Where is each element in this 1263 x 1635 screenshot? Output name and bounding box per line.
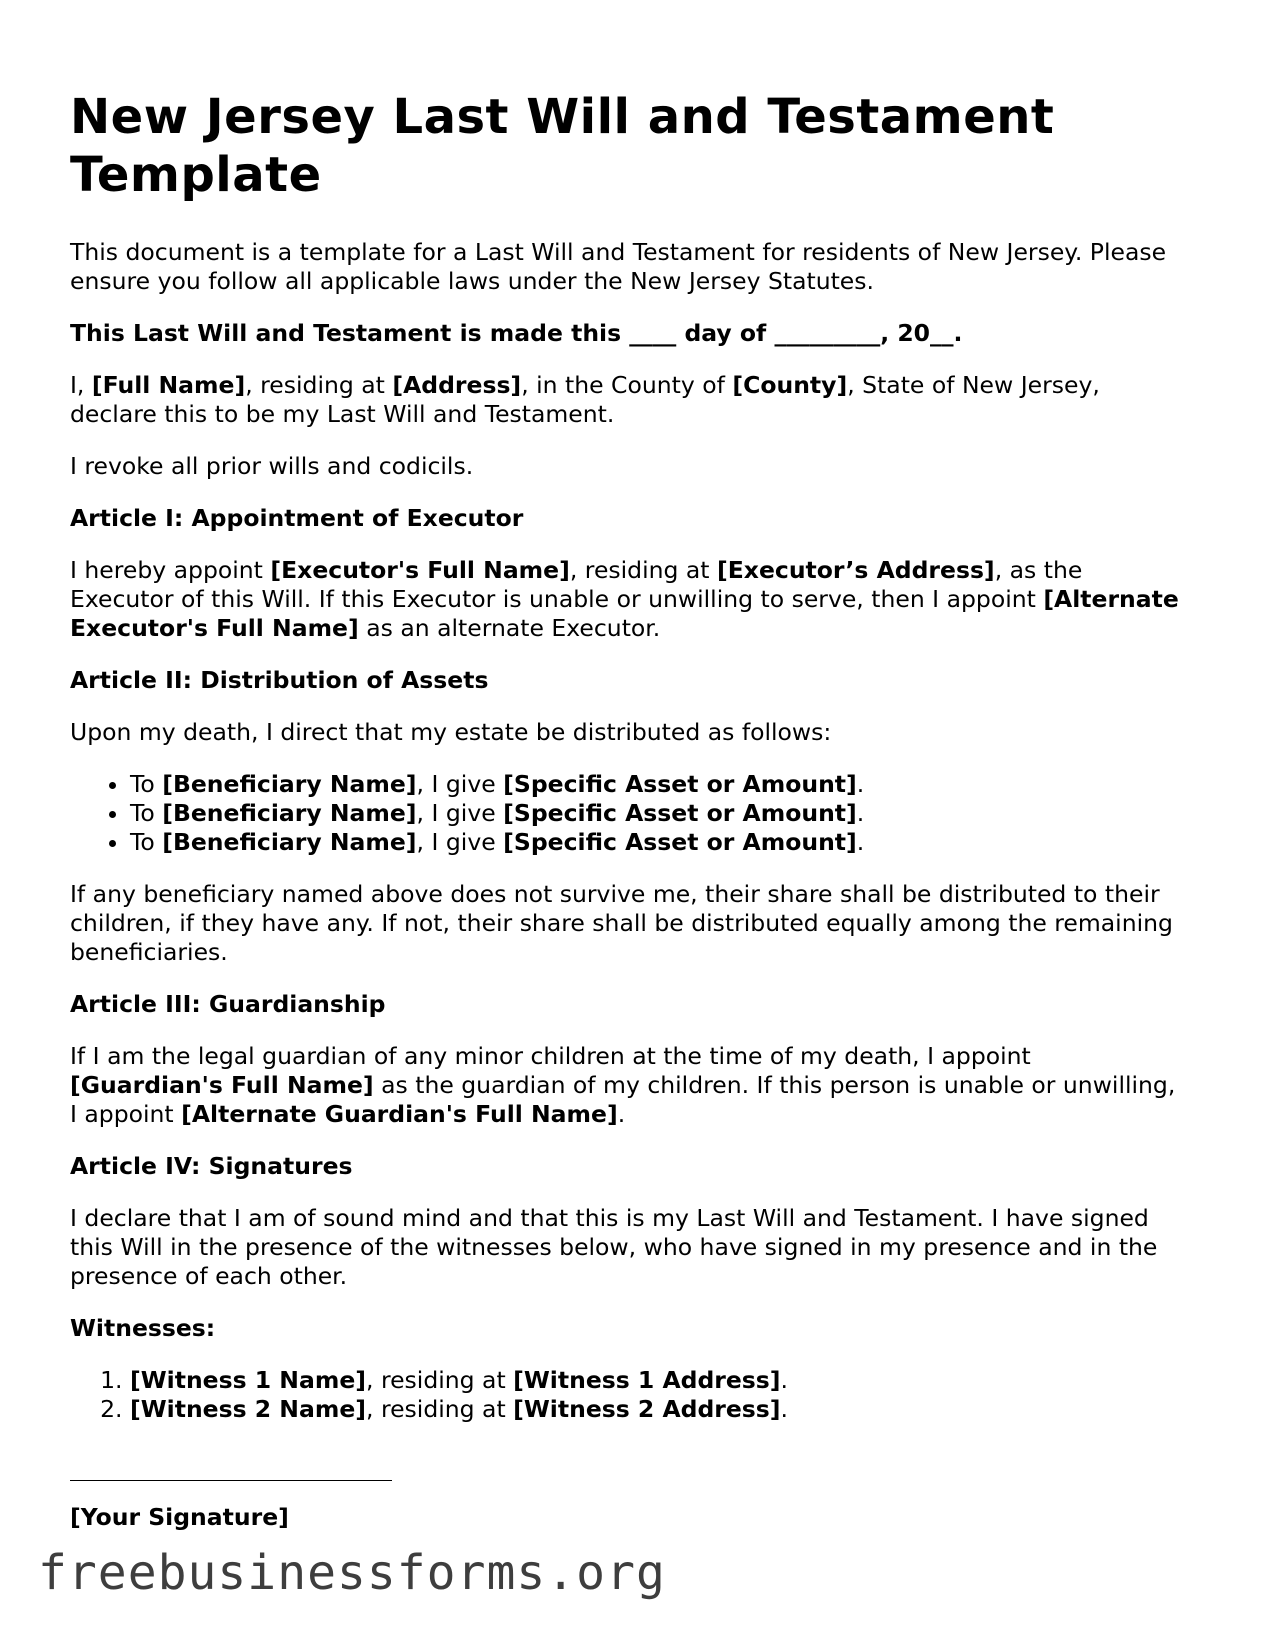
alternate-guardian-placeholder: [Alternate Guardian's Full Name] [181,1100,618,1128]
article-2-heading: Article II: Distribution of Assets [70,666,489,694]
county-placeholder: [County] [732,371,848,399]
list-item: • To [Beneficiary Name], I give [Specific Asset or Amount]. [130,828,1180,857]
beneficiary-list [70,770,1180,857]
revoke-paragraph: I revoke all prior wills and codicils. [70,452,474,480]
made-this-line: This Last Will and Testament is made this ____ day of _________, 20__. [70,319,963,347]
witness-list [70,1366,1180,1424]
signature-label: [Your Signature] [70,1503,289,1531]
article-2-intro: Upon my death, I direct that my estate be distributed as follows: [70,718,832,746]
article-4-paragraph: I declare that I am of sound mind and that this is my Last Will and Testament. I have signed this Will in the presence of the witnesses below, who have signed in my presence and in the presence of each other. [70,1204,1158,1290]
alternate-executor-placeholder: [Alternate Executor's Full Name] [70,585,1179,642]
intro-paragraph: This document is a template for a Last Will and Testament for residents of New Jersey. Please ensure you follow all applicable laws under the New Jersey Statutes. [70,238,1167,295]
witnesses-heading: Witnesses: [70,1314,216,1342]
guardian-name-placeholder: [Guardian's Full Name] [70,1071,374,1099]
article-1-heading: Article I: Appointment of Executor [70,504,524,532]
list-item: • To [Beneficiary Name], I give [Specific Asset or Amount]. [130,770,1180,799]
article-1-paragraph: I hereby appoint [Executor's Full Name], residing at [Executor’s Address], as the Executor of this Will. If this Executor is unable or unwilling to serve, then I appoint [Alternate Executor's Full Name] as an alternate Executor. [70,556,1179,642]
list-item: 2. [Witness 2 Name], residing at [Witness 2 Address]. [130,1395,1180,1424]
watermark: freebusinessforms.org [38,1545,666,1601]
article-3-heading: Article III: Guardianship [70,990,386,1018]
list-item: 1. [Witness 1 Name], residing at [Witness 1 Address]. [130,1366,1180,1395]
document-page [70,88,1180,1555]
executor-address-placeholder: [Executor’s Address] [717,556,995,584]
survivorship-paragraph: If any beneficiary named above does not survive me, their share shall be distributed to their children, if they have any. If not, their share shall be distributed equally among the remaining beneficiaries. [70,880,1173,966]
full-name-placeholder: [Full Name] [91,371,246,399]
page-title: New Jersey Last Will and Testament Template [70,89,1055,203]
signature-line [70,1480,392,1481]
address-placeholder: [Address] [392,371,522,399]
declaration-paragraph: I, [Full Name], residing at [Address], in the County of [County], State of New Jersey, declare this to be my Last Will and Testament. [70,371,1100,428]
executor-name-placeholder: [Executor's Full Name] [270,556,570,584]
article-3-paragraph: If I am the legal guardian of any minor children at the time of my death, I appoint [Guardian's Full Name] as the guardian of my children. If this person is unable or unwilling, I appoint [Alternate Guardian's Full Name]. [70,1042,1176,1128]
list-item: • To [Beneficiary Name], I give [Specific Asset or Amount]. [130,799,1180,828]
article-4-heading: Article IV: Signatures [70,1152,353,1180]
